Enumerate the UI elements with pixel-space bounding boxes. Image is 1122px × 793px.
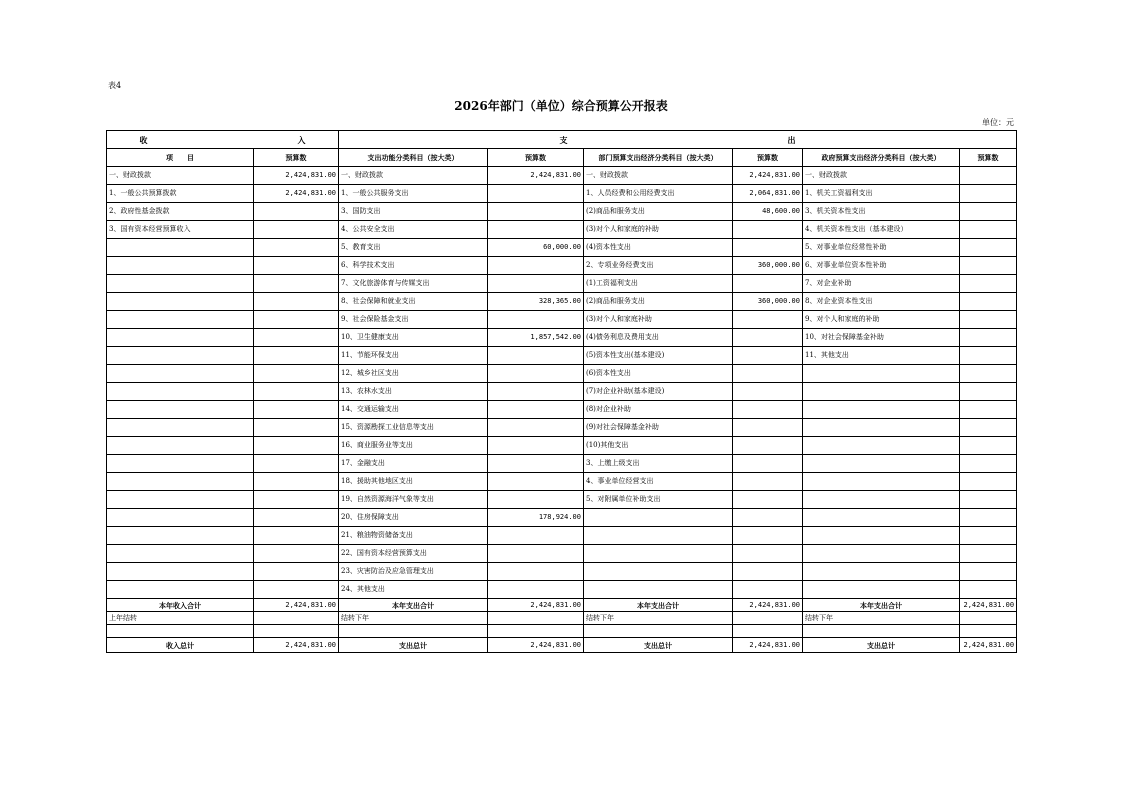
item-cell: 15、资源勘探工业信息等支出	[339, 419, 488, 437]
item-cell: (9)对社会保障基金补助	[584, 419, 733, 437]
grand-income-label: 收入总计	[107, 638, 254, 653]
amount-cell: 48,600.00	[733, 203, 803, 221]
amount-cell: 2,424,831.00	[733, 167, 803, 185]
col-header: 预算数	[960, 149, 1017, 167]
table-row	[107, 455, 1017, 473]
item-cell: 6、科学技术支出	[339, 257, 488, 275]
amount-cell	[733, 329, 803, 347]
grand-exp2-value: 2,424,831.00	[733, 638, 803, 653]
col-header: 项 目	[107, 149, 254, 167]
item-cell: (8)对企业补助	[584, 401, 733, 419]
amount-cell: 360,000.00	[733, 293, 803, 311]
amount-cell: 1,857,542.00	[488, 329, 584, 347]
col-header: 预算数	[488, 149, 584, 167]
amount-cell	[733, 509, 803, 527]
item-cell	[803, 581, 960, 599]
amount-cell	[254, 545, 339, 563]
item-cell	[584, 563, 733, 581]
amount-cell	[733, 239, 803, 257]
amount-cell	[960, 473, 1017, 491]
amount-cell	[254, 239, 339, 257]
table-row	[107, 293, 1017, 311]
amount-cell	[488, 491, 584, 509]
item-cell: 11、节能环保支出	[339, 347, 488, 365]
amount-cell	[488, 473, 584, 491]
amount-cell	[254, 365, 339, 383]
amount-cell: 2,424,831.00	[254, 167, 339, 185]
item-cell: 9、对个人和家庭的补助	[803, 311, 960, 329]
item-cell: 3、国防支出	[339, 203, 488, 221]
item-cell: 14、交通运输支出	[339, 401, 488, 419]
item-cell	[584, 545, 733, 563]
amount-cell	[960, 401, 1017, 419]
amount-cell	[488, 563, 584, 581]
amount-cell	[960, 491, 1017, 509]
table-row	[107, 563, 1017, 581]
item-cell: 9、社会保险基金支出	[339, 311, 488, 329]
amount-cell	[254, 437, 339, 455]
income-group-header: 收 入	[107, 131, 339, 149]
income-total-value: 2,424,831.00	[254, 599, 339, 612]
amount-cell	[733, 473, 803, 491]
amount-cell: 2,424,831.00	[254, 185, 339, 203]
amount-cell	[960, 563, 1017, 581]
amount-cell: 60,000.00	[488, 239, 584, 257]
item-cell: 1、一般公共预算拨款	[107, 185, 254, 203]
exp3-total-value: 2,424,831.00	[960, 599, 1017, 612]
amount-cell	[733, 275, 803, 293]
item-cell	[803, 365, 960, 383]
amount-cell: 2,064,831.00	[733, 185, 803, 203]
item-cell	[107, 347, 254, 365]
carry-out-label: 结转下年	[803, 612, 960, 625]
item-cell	[803, 563, 960, 581]
item-cell	[584, 527, 733, 545]
amount-cell	[488, 203, 584, 221]
amount-cell: 328,365.00	[488, 293, 584, 311]
table-row	[107, 401, 1017, 419]
group-header-row	[107, 131, 1017, 149]
item-cell: 4、机关资本性支出（基本建设）	[803, 221, 960, 239]
amount-cell	[254, 221, 339, 239]
item-cell	[803, 455, 960, 473]
item-cell	[107, 293, 254, 311]
table-row	[107, 527, 1017, 545]
table-row	[107, 491, 1017, 509]
amount-cell	[960, 437, 1017, 455]
item-cell	[803, 437, 960, 455]
col-header: 政府预算支出经济分类科目（按大类）	[803, 149, 960, 167]
item-cell: 4、公共安全支出	[339, 221, 488, 239]
item-cell: 18、援助其他地区支出	[339, 473, 488, 491]
annual-total-row	[107, 599, 1017, 612]
amount-cell	[733, 401, 803, 419]
amount-cell	[254, 401, 339, 419]
item-cell	[803, 527, 960, 545]
carry-row	[107, 612, 1017, 625]
item-cell: 16、商业服务业等支出	[339, 437, 488, 455]
amount-cell	[733, 527, 803, 545]
item-cell: 23、灾害防治及应急管理支出	[339, 563, 488, 581]
amount-cell	[960, 347, 1017, 365]
amount-cell	[960, 185, 1017, 203]
item-cell	[107, 329, 254, 347]
amount-cell	[733, 221, 803, 239]
amount-cell	[254, 509, 339, 527]
table-row	[107, 509, 1017, 527]
item-cell	[107, 491, 254, 509]
item-cell	[803, 491, 960, 509]
amount-cell	[254, 563, 339, 581]
amount-cell	[960, 275, 1017, 293]
amount-cell	[488, 527, 584, 545]
item-cell: 22、国有资本经营预算支出	[339, 545, 488, 563]
col-header: 预算数	[733, 149, 803, 167]
exp2-total-value: 2,424,831.00	[733, 599, 803, 612]
item-cell: 10、对社会保障基金补助	[803, 329, 960, 347]
carry-in-value	[254, 612, 339, 625]
amount-cell	[733, 581, 803, 599]
table-row	[107, 167, 1017, 185]
amount-cell	[488, 311, 584, 329]
table-row	[107, 329, 1017, 347]
unit-label: 单位：元	[982, 118, 1014, 127]
item-cell: 3、上缴上级支出	[584, 455, 733, 473]
item-cell: 11、其他支出	[803, 347, 960, 365]
item-cell: 3、机关资本性支出	[803, 203, 960, 221]
amount-cell	[488, 221, 584, 239]
item-cell: 1、人员经费和公用经费支出	[584, 185, 733, 203]
item-cell: (3)对个人和家庭的补助	[584, 221, 733, 239]
item-cell	[107, 563, 254, 581]
amount-cell	[254, 311, 339, 329]
item-cell: 24、其他支出	[339, 581, 488, 599]
item-cell	[107, 455, 254, 473]
column-header-row	[107, 149, 1017, 167]
amount-cell	[488, 401, 584, 419]
item-cell	[107, 311, 254, 329]
grand-income-value: 2,424,831.00	[254, 638, 339, 653]
item-cell: (4)资本性支出	[584, 239, 733, 257]
item-cell	[584, 581, 733, 599]
item-cell: (3)对个人和家庭补助	[584, 311, 733, 329]
item-cell	[107, 419, 254, 437]
amount-cell	[960, 455, 1017, 473]
amount-cell	[733, 545, 803, 563]
carry-out-value	[960, 612, 1017, 625]
amount-cell	[488, 185, 584, 203]
item-cell	[803, 401, 960, 419]
table-row	[107, 275, 1017, 293]
amount-cell	[254, 257, 339, 275]
item-cell	[107, 257, 254, 275]
item-cell	[584, 509, 733, 527]
page-title: 2026年部门（单位）综合预算公开报表	[454, 99, 668, 113]
item-cell	[803, 509, 960, 527]
item-cell: 一、财政拨款	[584, 167, 733, 185]
amount-cell	[960, 329, 1017, 347]
expense-group-header: 支 出	[339, 131, 1017, 149]
item-cell: 7、对企业补助	[803, 275, 960, 293]
carry-out-label: 结转下年	[584, 612, 733, 625]
amount-cell	[254, 329, 339, 347]
amount-cell	[254, 203, 339, 221]
amount-cell	[960, 545, 1017, 563]
amount-cell	[960, 239, 1017, 257]
carry-out-label: 结转下年	[339, 612, 488, 625]
table-number: 表4	[108, 81, 122, 90]
amount-cell	[960, 257, 1017, 275]
item-cell: (6)资本性支出	[584, 365, 733, 383]
item-cell: 1、机关工资福利支出	[803, 185, 960, 203]
item-cell	[107, 401, 254, 419]
item-cell: 7、文化旅游体育与传媒支出	[339, 275, 488, 293]
amount-cell: 360,000.00	[733, 257, 803, 275]
amount-cell	[733, 563, 803, 581]
amount-cell	[488, 383, 584, 401]
item-cell	[107, 473, 254, 491]
item-cell	[107, 437, 254, 455]
exp-total-label: 本年支出合计	[339, 599, 488, 612]
grand-exp-label: 支出总计	[584, 638, 733, 653]
amount-cell	[254, 581, 339, 599]
amount-cell	[488, 275, 584, 293]
item-cell: 6、对事业单位资本性补助	[803, 257, 960, 275]
exp1-total-value: 2,424,831.00	[488, 599, 584, 612]
amount-cell	[733, 455, 803, 473]
amount-cell	[733, 419, 803, 437]
item-cell: 8、社会保障和就业支出	[339, 293, 488, 311]
item-cell: 8、对企业资本性支出	[803, 293, 960, 311]
table-row	[107, 221, 1017, 239]
amount-cell	[733, 365, 803, 383]
item-cell	[803, 545, 960, 563]
amount-cell	[254, 293, 339, 311]
item-cell: 1、一般公共服务支出	[339, 185, 488, 203]
carry-out-value	[733, 612, 803, 625]
budget-table	[106, 130, 1017, 653]
item-cell: 17、金融支出	[339, 455, 488, 473]
carry-out-value	[488, 612, 584, 625]
item-cell: 3、国有资本经营预算收入	[107, 221, 254, 239]
income-total-label: 本年收入合计	[107, 599, 254, 612]
amount-cell	[960, 203, 1017, 221]
amount-cell	[254, 419, 339, 437]
item-cell: 21、粮油物资储备支出	[339, 527, 488, 545]
amount-cell	[488, 437, 584, 455]
table-row	[107, 185, 1017, 203]
item-cell	[803, 473, 960, 491]
amount-cell	[733, 311, 803, 329]
item-cell	[803, 419, 960, 437]
item-cell: 一、财政拨款	[107, 167, 254, 185]
amount-cell	[254, 527, 339, 545]
amount-cell	[254, 275, 339, 293]
item-cell: 13、农林水支出	[339, 383, 488, 401]
amount-cell	[488, 347, 584, 365]
amount-cell	[254, 473, 339, 491]
item-cell: 2、政府性基金拨款	[107, 203, 254, 221]
item-cell: 一、财政拨款	[339, 167, 488, 185]
amount-cell: 2,424,831.00	[488, 167, 584, 185]
amount-cell	[960, 527, 1017, 545]
item-cell	[107, 239, 254, 257]
item-cell	[107, 365, 254, 383]
amount-cell	[960, 167, 1017, 185]
amount-cell	[488, 419, 584, 437]
item-cell	[107, 545, 254, 563]
item-cell: (1)工资福利支出	[584, 275, 733, 293]
item-cell: 5、教育支出	[339, 239, 488, 257]
grand-exp-label: 支出总计	[339, 638, 488, 653]
table-row	[107, 437, 1017, 455]
item-cell: (2)商品和服务支出	[584, 293, 733, 311]
amount-cell	[488, 455, 584, 473]
table-row	[107, 203, 1017, 221]
item-cell	[107, 383, 254, 401]
grand-total-row	[107, 638, 1017, 653]
item-cell	[107, 527, 254, 545]
item-cell: 2、专项业务经费支出	[584, 257, 733, 275]
amount-cell	[254, 347, 339, 365]
item-cell	[107, 509, 254, 527]
amount-cell	[960, 383, 1017, 401]
amount-cell	[733, 383, 803, 401]
table-row	[107, 419, 1017, 437]
table-row	[107, 257, 1017, 275]
item-cell	[803, 383, 960, 401]
amount-cell	[960, 221, 1017, 239]
item-cell: 一、财政拨款	[803, 167, 960, 185]
amount-cell	[488, 545, 584, 563]
amount-cell	[960, 419, 1017, 437]
amount-cell	[254, 455, 339, 473]
exp-total-label: 本年支出合计	[803, 599, 960, 612]
grand-exp3-value: 2,424,831.00	[960, 638, 1017, 653]
item-cell: 12、城乡社区支出	[339, 365, 488, 383]
amount-cell	[960, 365, 1017, 383]
item-cell: 5、对事业单位经常性补助	[803, 239, 960, 257]
item-cell: 10、卫生健康支出	[339, 329, 488, 347]
col-header: 预算数	[254, 149, 339, 167]
grand-exp1-value: 2,424,831.00	[488, 638, 584, 653]
amount-cell	[960, 581, 1017, 599]
amount-cell	[960, 311, 1017, 329]
amount-cell	[960, 293, 1017, 311]
item-cell: 19、自然资源海洋气象等支出	[339, 491, 488, 509]
table-row	[107, 311, 1017, 329]
amount-cell	[488, 365, 584, 383]
table-row	[107, 239, 1017, 257]
item-cell	[107, 275, 254, 293]
item-cell: (4)债务利息及费用支出	[584, 329, 733, 347]
carry-in-label: 上年结转	[107, 612, 254, 625]
item-cell: (7)对企业补助(基本建设)	[584, 383, 733, 401]
table-row	[107, 545, 1017, 563]
table-row	[107, 383, 1017, 401]
amount-cell	[488, 257, 584, 275]
amount-cell	[733, 347, 803, 365]
amount-cell: 178,924.00	[488, 509, 584, 527]
item-cell: 5、对附属单位补助支出	[584, 491, 733, 509]
table-row	[107, 365, 1017, 383]
col-header: 部门预算支出经济分类科目（按大类）	[584, 149, 733, 167]
item-cell: (2)商品和服务支出	[584, 203, 733, 221]
col-header: 支出功能分类科目（按大类）	[339, 149, 488, 167]
table-row	[107, 581, 1017, 599]
table-row	[107, 347, 1017, 365]
item-cell: (10)其他支出	[584, 437, 733, 455]
item-cell: 4、事业单位经营支出	[584, 473, 733, 491]
item-cell: (5)资本性支出(基本建设)	[584, 347, 733, 365]
amount-cell	[733, 491, 803, 509]
amount-cell	[254, 491, 339, 509]
amount-cell	[254, 383, 339, 401]
amount-cell	[733, 437, 803, 455]
item-cell: 20、住房保障支出	[339, 509, 488, 527]
item-cell	[107, 581, 254, 599]
exp-total-label: 本年支出合计	[584, 599, 733, 612]
grand-exp-label: 支出总计	[803, 638, 960, 653]
amount-cell	[488, 581, 584, 599]
blank-row	[107, 625, 1017, 638]
table-row	[107, 473, 1017, 491]
amount-cell	[960, 509, 1017, 527]
